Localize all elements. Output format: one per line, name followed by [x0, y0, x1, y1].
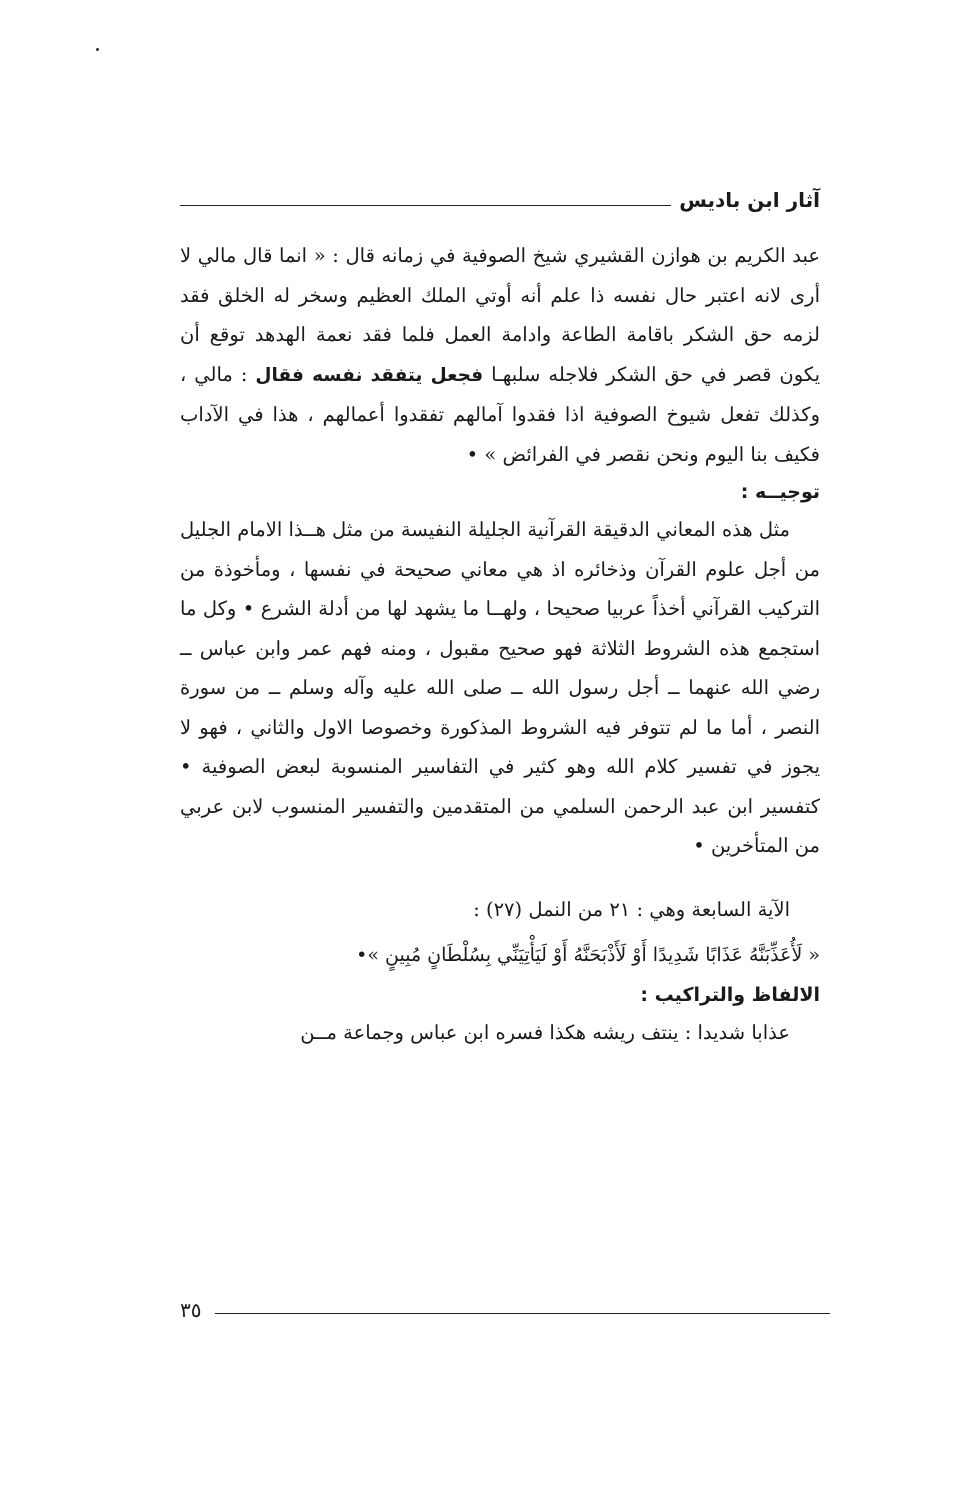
header-rule — [180, 205, 671, 206]
scan-speck — [96, 48, 99, 51]
quote-text-part-2: : مالي ، وكذلك تفعل شيوخ الصوفية اذا فقدوا آمالهم تفقدوا أعمالهم ، هذا في الآداب فكيف بنا اليوم ونحن نقصر في الفرائض » • — [180, 362, 820, 466]
paragraph-alfaz: عذابا شديدا : ينتف ريشه هكذا فسره ابن عباس وجماعة مــن — [300, 1021, 790, 1044]
header-title: آثار ابن باديس — [679, 188, 820, 212]
footer-rule — [215, 1313, 830, 1314]
paragraph-tawjih: مثل هذه المعاني الدقيقة القرآنية الجليلة النفيسة من مثل هــذا الامام الجليل من أجل علوم القرآن وذخائره اذ هي معاني صحيحة في نفسها ، ومأخوذة من التركيب القرآني أخذاً عربيا صحيحا ، ولهــا ما يشهد لها من أدلة الشرع • وكل ما استجمع هذه الشروط الثلاثة فهو صحيح مقبول ، ومنه فهم عمر وابن عباس ــ رضي الله عنهما ــ أجل رسول الله ــ صلى الله عليه وآله وسلم ــ من سورة النصر ، أما ما لم تتوفر فيه الشروط المذكورة وخصوصا الاول والثاني ، فهو لا يجوز في تفسير كلام الله وهو كثير في التفاسير المنسوبة لبعض الصوفية • كتفسير ابن عبد الرحمن السلمي من المتقدمين والتفسير المنسوب لابن عربي من المتأخرين • — [180, 518, 820, 857]
verse-intro: الآية السابعة وهي : ٢١ من النمل (٢٧) : — [473, 897, 790, 921]
running-header — [180, 180, 820, 212]
quran-verse: « لَأُعَذِّبَنَّهُ عَذَابًا شَدِيدًا أَوْ لَأَذْبَحَنَّهُ أَوْ لَيَأْتِيَنِّي بِسُلْطَانٍ مُبِينٍ »• — [356, 944, 820, 966]
quote-bold-phrase: فجعل يتفقد نفسه فقال — [255, 364, 484, 386]
page-footer — [180, 1290, 830, 1322]
paragraph-quote — [180, 236, 820, 474]
page-number: ٣٥ — [180, 1298, 202, 1322]
quote-text-part-1: عبد الكريم بن هوازن القشيري شيخ الصوفية في زمانه قال : « انما قال مالي لا أرى لانه اعتبر حال نفسه ذا علم أنه أوتي الملك العظيم وسخر له الخلق فقد لزمه حق الشكر باقامة الطاعة وادامة العمل فلما فقد نعمة الهدهد توقع أن يكون قصر في حق الشكر فلاجله سلبهـا — [180, 244, 821, 386]
heading-tawjih: توجيــه : — [740, 481, 820, 503]
heading-alfaz: الالفاظ والتراكيب : — [640, 984, 820, 1006]
page-body — [180, 236, 820, 1053]
